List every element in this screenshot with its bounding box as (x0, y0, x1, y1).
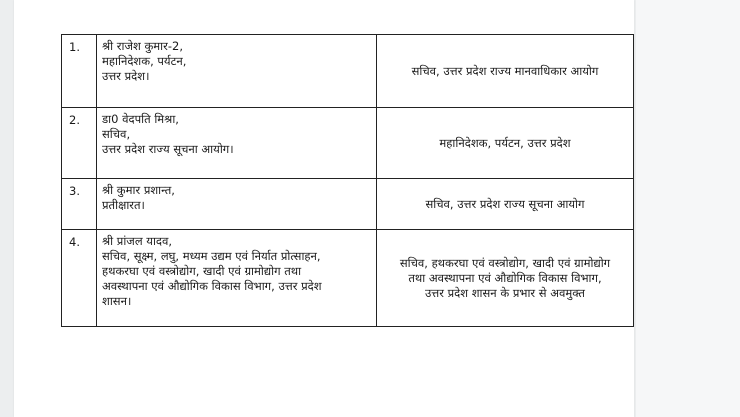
text-line: अवस्थापना एवं औद्योगिक विकास विभाग, उत्तर प्रदेश (102, 279, 322, 293)
text-line: उत्तर प्रदेश शासन के प्रभार से अवमुक्त (424, 285, 585, 300)
text-line: सचिव, हथकरघा एवं वस्त्रोद्योग, खादी एवं ग्रामोद्योग (399, 255, 611, 270)
officer-current-post (97, 230, 377, 327)
officer-current-post (97, 179, 377, 230)
text-line: डा0 वेदपति मिश्रा, (102, 112, 179, 126)
text-line: महानिदेशक, पर्यटन, उत्तर प्रदेश (439, 135, 571, 150)
text-line: सचिव, (102, 127, 131, 141)
text-line: तथा अवस्थापना एवं औद्योगिक विकास विभाग, (408, 270, 602, 285)
text-line: प्रतीक्षारत। (102, 198, 145, 212)
viewer-background (636, 0, 740, 417)
text-line: सचिव, उत्तर प्रदेश राज्य सूचना आयोग (425, 196, 585, 211)
text-line: सचिव, उत्तर प्रदेश राज्य मानवाधिकार आयोग (411, 63, 599, 78)
text-line: शासन। (102, 294, 132, 308)
table-row (62, 179, 634, 230)
new-posting (377, 108, 634, 179)
text-line: उत्तर प्रदेश राज्य सूचना आयोग। (102, 142, 234, 156)
transfer-table (61, 34, 634, 327)
text-line: श्री कुमार प्रशान्त, (102, 183, 175, 197)
serial-number: 3. (62, 179, 97, 230)
table-row (62, 35, 634, 108)
text-line: श्री प्रांजल यादव, (102, 234, 173, 248)
new-posting (377, 35, 634, 108)
document-page (14, 0, 634, 417)
text-line: उत्तर प्रदेश। (102, 69, 150, 83)
serial-number: 1. (62, 35, 97, 108)
text-line: श्री राजेश कुमार-2, (102, 39, 183, 53)
officer-current-post (97, 35, 377, 108)
table-row (62, 230, 634, 327)
text-line: हथकरघा एवं वस्त्रोद्योग, खादी एवं ग्रामोद्योग तथा (102, 264, 302, 278)
table-row (62, 108, 634, 179)
serial-number: 4. (62, 230, 97, 327)
new-posting (377, 230, 634, 327)
text-line: सचिव, सूक्ष्म, लघु, मध्यम उद्यम एवं निर्यात प्रोत्साहन, (102, 249, 321, 263)
officer-current-post (97, 108, 377, 179)
new-posting (377, 179, 634, 230)
text-line: महानिदेशक, पर्यटन, (102, 54, 187, 68)
serial-number: 2. (62, 108, 97, 179)
